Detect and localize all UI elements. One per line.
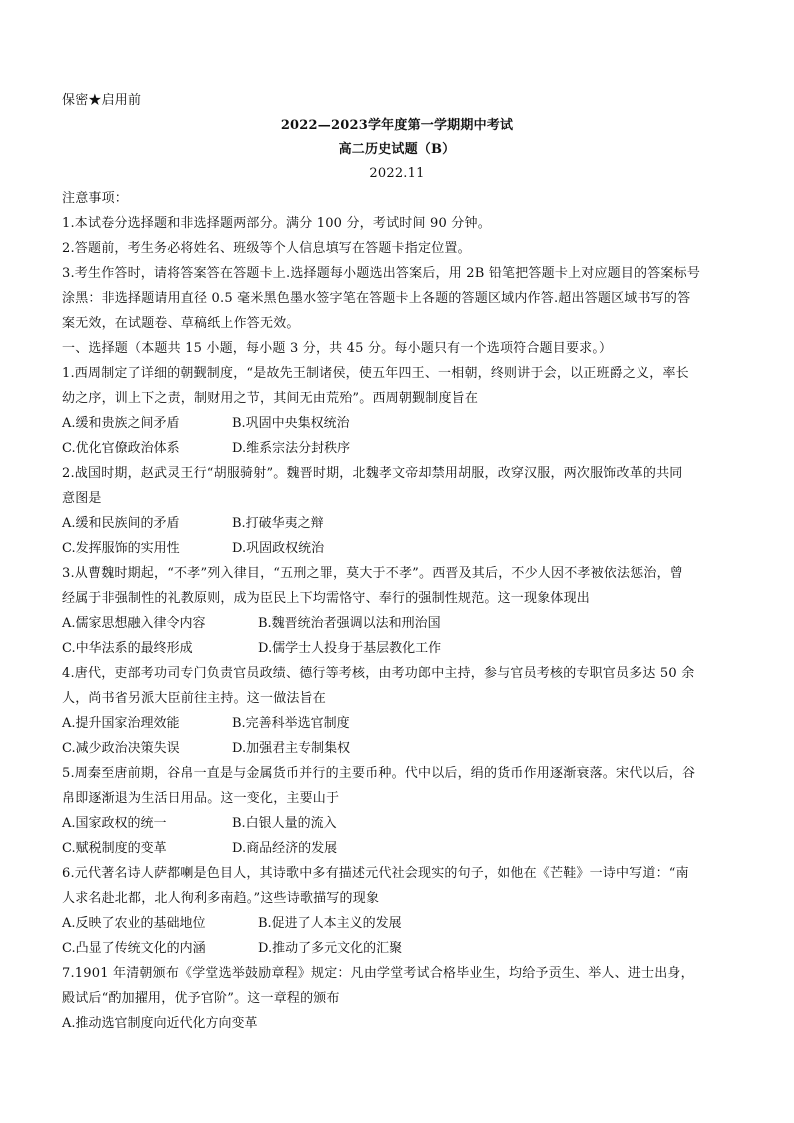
note-2: 2.答题前，考生务必将姓名、班级等个人信息填写在答题卡指定位置。 (62, 241, 471, 256)
q2-option-a: A.缓和民族间的矛盾 (62, 516, 180, 531)
q1-option-d: D.维系宗法分封秩序 (232, 441, 351, 456)
confidential-label: 保密★启用前 (62, 93, 142, 108)
q3-stem-line-1: 3.从曹魏时期起，“不孝”列入律目，“五刑之罪，莫大于不孝”。西晋及其后，不少人因不孝被依法惩治，曾 (62, 566, 683, 581)
q4-option-b: B.完善科举选官制度 (232, 716, 350, 731)
q2-option-c: C.发挥服饰的实用性 (62, 541, 180, 556)
q7-option-a: A.推动选官制度向近代化方向变革 (62, 1016, 258, 1031)
q1-option-a: A.缓和贵族之间矛盾 (62, 416, 180, 431)
q2-stem-line-1: 2.战国时期，赵武灵王行“胡服骑射”。魏晋时期，北魏孝文帝却禁用胡服，改穿汉服，两次服饰改革的共同 (62, 466, 683, 481)
q4-option-a: A.提升国家治理效能 (62, 716, 180, 731)
note-3-line-3: 案无效，在试题卷、草稿纸上作答无效。 (62, 316, 300, 331)
q2-stem-line-2: 意图是 (62, 491, 102, 506)
q3-stem-line-2: 经属于非强制性的礼教原则，成为臣民上下均需恪守、奉行的强制性规范。这一现象体现出 (62, 591, 591, 606)
q5-stem-line-1: 5.周秦至唐前期，谷帛一直是与金属货币并行的主要币种。代中以后，绢的货币作用逐渐衰落。宋代以后，谷 (62, 766, 696, 781)
section-heading: 一、选择题（本题共 15 小题，每小题 3 分，共 45 分。每小题只有一个选项符合题目要求。） (62, 341, 613, 356)
q7-stem-line-1: 7.1901 年清朝颁布《学堂选举鼓励章程》规定：凡由学堂考试合格毕业生，均给予贡生、举人、进士出身， (62, 966, 694, 981)
q1-stem-line-1: 1.西周制定了详细的朝觐制度，“是故先王制诸侯，使五年四王、一相朝，终则讲于会，以正班爵之义，率长 (62, 366, 689, 381)
q6-option-a: A.反映了农业的基础地位 (62, 916, 206, 931)
q6-option-d: D.推动了多元文化的汇聚 (258, 941, 403, 956)
q6-stem-line-2: 人求名赴北都，北人徇利多南趋。”这些诗歌描写的现象 (62, 891, 380, 906)
exam-subtitle: 高二历史试题（B） (338, 142, 456, 157)
q3-option-b: B.魏晋统治者强调以法和刑治国 (258, 616, 441, 631)
note-3-line-1: 3.考生作答时，请将答案答在答题卡上.选择题每小题选出答案后，用 2B 铅笔把答题卡上对应题目的答案标号 (62, 266, 701, 281)
q4-stem-line-1: 4.唐代，吏部考功司专门负责官员政绩、德行等考核，由考功郎中主持，参与官员考核的专职官员多达 50 余 (62, 666, 695, 681)
q5-option-b: B.白银人量的流入 (232, 816, 337, 831)
q2-option-b: B.打破华夷之辩 (232, 516, 324, 531)
q4-option-d: D.加强君主专制集权 (232, 741, 351, 756)
q1-option-c: C.优化官僚政治体系 (62, 441, 180, 456)
q4-stem-line-2: 人，尚书省另派大臣前往主持。这一做法旨在 (62, 691, 327, 706)
q5-option-c: C.赋税制度的变革 (62, 841, 167, 856)
q1-stem-line-2: 幼之序，训上下之责，制财用之节，其间无由荒殆”。西周朝觐制度旨在 (62, 391, 479, 406)
exam-title: 2022—2023学年度第一学期期中考试 (280, 118, 514, 133)
note-3-line-2: 涂黑：非选择题请用直径 0.5 毫米黑色墨水签字笔在答题卡上各题的答题区域内作答.超出答题区域书写的答 (62, 291, 691, 306)
q2-option-d: D.巩固政权统治 (232, 541, 325, 556)
q3-option-d: D.儒学士人投身于基层教化工作 (258, 641, 442, 656)
q5-option-d: D.商品经济的发展 (232, 841, 338, 856)
q6-stem-line-1: 6.元代著名诗人萨都喇是色目人，其诗歌中多有描述元代社会现实的句子，如他在《芒鞋》一诗中写道：“南 (62, 866, 689, 881)
q3-option-a: A.儒家思想融入律令内容 (62, 616, 206, 631)
q6-option-b: B.促进了人本主义的发展 (258, 916, 402, 931)
exam-date: 2022.11 (369, 166, 425, 181)
q4-option-c: C.减少政治决策失误 (62, 741, 180, 756)
q7-stem-line-2: 殿试后“酌加擢用，优予官阶”。这一章程的颁布 (62, 991, 340, 1006)
notes-heading: 注意事项： (62, 191, 129, 206)
q6-option-c: C.凸显了传统文化的内涵 (62, 941, 206, 956)
q1-option-b: B.巩固中央集权统治 (232, 416, 350, 431)
q5-option-a: A.国家政权的统一 (62, 816, 167, 831)
q3-option-c: C.中华法系的最终形成 (62, 641, 193, 656)
q5-stem-line-2: 帛即逐渐退为生活日用品。这一变化，主要山于 (62, 791, 340, 806)
note-1: 1.本试卷分选择题和非选择题两部分。满分 100 分，考试时间 90 分钟。 (62, 216, 491, 231)
